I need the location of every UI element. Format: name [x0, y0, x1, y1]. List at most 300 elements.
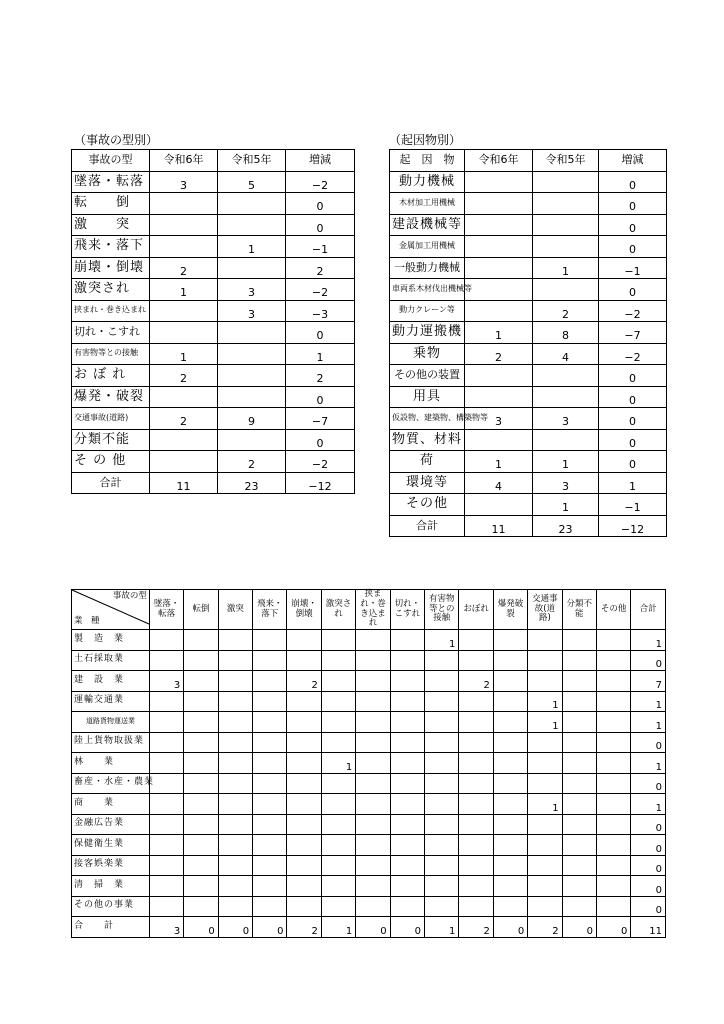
matrix-cell	[184, 630, 218, 651]
type-table-cell-diff: −7	[286, 408, 355, 430]
matrix-cell	[562, 855, 596, 876]
type-table-cell-r6	[150, 429, 218, 451]
matrix-row-label: 保健衛生業	[72, 835, 150, 856]
matrix-row-label: 接客娯楽業	[72, 855, 150, 876]
type-table-row-label: 切れ・こすれ	[72, 322, 150, 344]
type-table-row-label: 分類不能	[72, 429, 150, 451]
matrix-total-row	[72, 917, 666, 938]
type-table-row	[72, 365, 355, 387]
matrix-column-header: 激突	[218, 590, 252, 630]
matrix-cell	[184, 855, 218, 876]
matrix-cell	[528, 753, 562, 774]
matrix-row	[72, 691, 666, 712]
cause-table-cell-diff: −1	[599, 257, 667, 279]
cause-table-total-r5: 23	[533, 515, 599, 537]
type-table-cell-r5	[218, 365, 286, 387]
type-table-cell-r5	[218, 193, 286, 215]
matrix-cell	[149, 773, 183, 794]
matrix-cell	[493, 671, 527, 692]
matrix-cell	[287, 773, 321, 794]
matrix-cell	[149, 691, 183, 712]
matrix-cell	[596, 876, 630, 897]
matrix-cell	[253, 814, 287, 835]
matrix-cell: 1	[321, 753, 355, 774]
type-table-cell-diff: 0	[286, 214, 355, 236]
cause-table-row-label: その他	[390, 494, 465, 516]
cause-table-row-label: 一般動力機械	[390, 257, 465, 279]
cause-table-row	[390, 429, 667, 451]
cause-table-row	[390, 171, 667, 193]
matrix-cell	[493, 691, 527, 712]
type-table-cell-r5	[218, 322, 286, 344]
type-table-row-label: 激突され	[72, 279, 150, 301]
cause-table-cell-diff: 1	[599, 472, 667, 494]
matrix-cell: 1	[528, 794, 562, 815]
type-table-cell-diff: 1	[286, 343, 355, 365]
matrix-cell	[287, 712, 321, 733]
matrix-cell	[149, 855, 183, 876]
matrix-cell	[459, 753, 493, 774]
cause-table-cell-r6	[465, 236, 533, 258]
cause-table-cell-diff: 0	[599, 214, 667, 236]
type-table-row	[72, 171, 355, 193]
matrix-cell	[493, 732, 527, 753]
type-table-row-label: 有害物等との接触	[72, 343, 150, 365]
matrix-cell	[459, 773, 493, 794]
matrix-cell: 0	[631, 876, 666, 897]
matrix-total-cell: 1	[425, 917, 459, 938]
matrix-cell	[425, 671, 459, 692]
type-table-total-r5: 23	[218, 472, 286, 494]
cause-table-row-label: 動力クレーン等	[390, 300, 465, 322]
matrix-total-cell: 2	[528, 917, 562, 938]
matrix-cell	[356, 794, 390, 815]
matrix-row	[72, 732, 666, 753]
matrix-cell	[253, 896, 287, 917]
matrix-cell	[425, 855, 459, 876]
cause-table-row-label: 荷	[390, 451, 465, 473]
type-table-cell-r5: 1	[218, 236, 286, 258]
type-table-row	[72, 322, 355, 344]
matrix-cell	[149, 814, 183, 835]
matrix-row	[72, 753, 666, 774]
matrix-cell: 3	[149, 671, 183, 692]
matrix-cell	[356, 650, 390, 671]
matrix-cell	[562, 712, 596, 733]
matrix-cell	[425, 814, 459, 835]
type-table-header-cell: 令和5年	[218, 150, 286, 172]
matrix-cell: 0	[631, 896, 666, 917]
type-table-cell-diff: 0	[286, 193, 355, 215]
matrix-cell	[425, 712, 459, 733]
cause-table-row-label: 建設機械等	[390, 214, 465, 236]
matrix-row	[72, 712, 666, 733]
cause-table-header-cell: 増減	[599, 150, 667, 172]
matrix-cell	[253, 835, 287, 856]
matrix-cell	[356, 671, 390, 692]
type-table-total-diff: −12	[286, 472, 355, 494]
matrix-cell	[528, 876, 562, 897]
matrix-cell	[356, 630, 390, 651]
matrix-cell	[390, 855, 424, 876]
matrix-cell	[321, 876, 355, 897]
matrix-cell	[562, 650, 596, 671]
matrix-cell	[287, 835, 321, 856]
matrix-corner-cell	[72, 590, 150, 630]
type-table-row	[72, 300, 355, 322]
accident-type-table	[71, 149, 355, 494]
matrix-cell	[218, 814, 252, 835]
cause-table-row	[390, 257, 667, 279]
matrix-cell	[528, 835, 562, 856]
type-table-cell-diff: −3	[286, 300, 355, 322]
cause-table-row	[390, 343, 667, 365]
matrix-column-header: 爆発破裂	[493, 590, 527, 630]
type-table-cell-diff: −2	[286, 171, 355, 193]
matrix-cell	[184, 876, 218, 897]
matrix-column-header: 激突され	[321, 590, 355, 630]
matrix-total-cell: 0	[184, 917, 218, 938]
cause-table-cell-diff: −1	[599, 494, 667, 516]
matrix-cell	[321, 732, 355, 753]
matrix-cell	[562, 896, 596, 917]
cause-table-row-label: 環境等	[390, 472, 465, 494]
matrix-cell	[218, 732, 252, 753]
matrix-total-cell: 2	[287, 917, 321, 938]
matrix-cell	[425, 896, 459, 917]
matrix-cell	[493, 773, 527, 794]
matrix-cell: 0	[631, 732, 666, 753]
matrix-cell	[253, 773, 287, 794]
cause-table-cell-diff: 0	[599, 451, 667, 473]
matrix-cell	[390, 896, 424, 917]
matrix-cell	[287, 896, 321, 917]
matrix-cell: 1	[631, 712, 666, 733]
type-table-cell-r6	[150, 386, 218, 408]
cause-table-cell-diff: 0	[599, 279, 667, 301]
matrix-cell	[596, 773, 630, 794]
cause-table-cell-r5	[533, 214, 599, 236]
matrix-cell: 0	[631, 773, 666, 794]
type-table-row	[72, 451, 355, 473]
cause-table-total-r6: 11	[465, 515, 533, 537]
matrix-cell	[184, 835, 218, 856]
cause-table-row	[390, 451, 667, 473]
matrix-cell	[459, 732, 493, 753]
matrix-row-label: 畜産・水産・農業	[72, 773, 150, 794]
type-table-cell-r6	[150, 322, 218, 344]
matrix-cell	[218, 773, 252, 794]
type-table-row-label: そ の 他	[72, 451, 150, 473]
matrix-row	[72, 855, 666, 876]
matrix-cell	[321, 814, 355, 835]
matrix-column-header: その他	[596, 590, 630, 630]
type-table-cell-r6	[150, 214, 218, 236]
matrix-cell	[562, 630, 596, 651]
cause-table-cell-diff: 0	[599, 171, 667, 193]
matrix-cell	[149, 896, 183, 917]
matrix-cell	[321, 671, 355, 692]
cause-table-cell-r5	[533, 236, 599, 258]
matrix-cell: 1	[631, 691, 666, 712]
type-table-row	[72, 214, 355, 236]
matrix-cell	[287, 650, 321, 671]
matrix-cell	[356, 814, 390, 835]
matrix-cell	[390, 732, 424, 753]
cause-table-cell-diff: 0	[599, 193, 667, 215]
matrix-corner-top: 事故の型	[112, 591, 147, 601]
matrix-row-label: 清 掃 業	[72, 876, 150, 897]
matrix-cell	[562, 753, 596, 774]
matrix-total-cell: 1	[321, 917, 355, 938]
matrix-cell	[184, 773, 218, 794]
matrix-cell	[459, 691, 493, 712]
matrix-row	[72, 896, 666, 917]
type-table-row-label: 転 倒	[72, 193, 150, 215]
cause-table-row	[390, 236, 667, 258]
matrix-cell	[390, 630, 424, 651]
matrix-cell	[493, 876, 527, 897]
type-table-caption: （事故の型別）	[74, 133, 159, 147]
matrix-cell	[184, 650, 218, 671]
matrix-row-label: 林 業	[72, 753, 150, 774]
matrix-cell	[390, 671, 424, 692]
cause-table-row	[390, 472, 667, 494]
cause-table-row	[390, 214, 667, 236]
cause-table-row	[390, 300, 667, 322]
matrix-cell	[459, 814, 493, 835]
cause-table-cell-r6	[465, 300, 533, 322]
matrix-cell	[425, 794, 459, 815]
matrix-cell	[596, 650, 630, 671]
matrix-cell	[528, 671, 562, 692]
matrix-row	[72, 671, 666, 692]
matrix-cell	[287, 814, 321, 835]
matrix-cell	[218, 794, 252, 815]
matrix-cell	[356, 855, 390, 876]
cause-table-row-label: 用具	[390, 386, 465, 408]
matrix-cell	[425, 835, 459, 856]
matrix-cell	[356, 691, 390, 712]
cause-table-cell-r6: 4	[465, 472, 533, 494]
matrix-cell	[321, 691, 355, 712]
matrix-cell	[493, 650, 527, 671]
matrix-column-header: 飛来・落下	[253, 590, 287, 630]
matrix-cell	[562, 835, 596, 856]
type-table-total-r6: 11	[150, 472, 218, 494]
matrix-cell	[321, 855, 355, 876]
cause-table-cell-diff: 0	[599, 429, 667, 451]
cause-table-cell-r6	[465, 279, 533, 301]
cause-table-row	[390, 408, 667, 430]
matrix-row	[72, 630, 666, 651]
type-table-row-label: 激 突	[72, 214, 150, 236]
cause-table-row	[390, 279, 667, 301]
matrix-row-label: その他の事業	[72, 896, 150, 917]
matrix-cell	[528, 650, 562, 671]
matrix-cell	[218, 896, 252, 917]
matrix-cell	[184, 794, 218, 815]
cause-table-cell-r5	[533, 365, 599, 387]
matrix-cell	[218, 630, 252, 651]
type-table-row-label: 墜落・転落	[72, 171, 150, 193]
cause-table-cell-r5	[533, 386, 599, 408]
matrix-cell: 0	[631, 835, 666, 856]
matrix-cell	[253, 855, 287, 876]
type-table-row	[72, 429, 355, 451]
type-table-cell-diff: 0	[286, 429, 355, 451]
matrix-header-row	[72, 590, 666, 630]
type-table-cell-r5: 2	[218, 451, 286, 473]
matrix-cell	[287, 732, 321, 753]
matrix-cell	[149, 753, 183, 774]
cause-table-row-label: 動力運搬機	[390, 322, 465, 344]
matrix-row-label: 道路貨物運送業	[72, 712, 150, 733]
matrix-row	[72, 876, 666, 897]
matrix-cell	[390, 876, 424, 897]
matrix-cell: 0	[631, 855, 666, 876]
type-table-cell-r5	[218, 257, 286, 279]
type-table-cell-r5	[218, 386, 286, 408]
type-table-cell-r5	[218, 343, 286, 365]
type-table-cell-r5	[218, 429, 286, 451]
type-table-cell-r6	[150, 451, 218, 473]
cause-table-cell-diff: 0	[599, 236, 667, 258]
type-table-cell-diff: 0	[286, 386, 355, 408]
matrix-cell	[253, 650, 287, 671]
matrix-total-cell: 0	[493, 917, 527, 938]
matrix-cell	[218, 650, 252, 671]
matrix-column-header: 合計	[631, 590, 666, 630]
cause-table-row	[390, 193, 667, 215]
cause-table-cell-r5: 1	[533, 494, 599, 516]
matrix-cell: 1	[631, 753, 666, 774]
type-table-cell-r6: 1	[150, 279, 218, 301]
matrix-cell	[184, 753, 218, 774]
matrix-cell	[459, 630, 493, 651]
cause-table-total-label: 合計	[390, 515, 465, 537]
matrix-cell	[562, 732, 596, 753]
cause-table-row	[390, 322, 667, 344]
matrix-cell	[253, 671, 287, 692]
matrix-cell	[493, 712, 527, 733]
matrix-cell	[218, 835, 252, 856]
matrix-row	[72, 773, 666, 794]
matrix-cell	[596, 814, 630, 835]
type-table-row	[72, 343, 355, 365]
matrix-cell	[493, 855, 527, 876]
type-table-cell-r6	[150, 300, 218, 322]
cause-table-cell-diff: −2	[599, 343, 667, 365]
cause-table-header-cell: 令和5年	[533, 150, 599, 172]
cause-table-row	[390, 494, 667, 516]
cause-table-cell-r6: 3	[465, 408, 533, 430]
cause-table-total-diff: −12	[599, 515, 667, 537]
type-table-row	[72, 236, 355, 258]
matrix-cell	[562, 794, 596, 815]
type-table-total-label: 合計	[72, 472, 150, 494]
matrix-cell	[253, 691, 287, 712]
type-table-cell-r6: 2	[150, 408, 218, 430]
cause-table-cell-diff: −7	[599, 322, 667, 344]
cause-table-cell-r5	[533, 171, 599, 193]
type-table-row	[72, 386, 355, 408]
matrix-cell	[425, 732, 459, 753]
matrix-row-label: 陸上貨物取扱業	[72, 732, 150, 753]
matrix-total-cell: 0	[218, 917, 252, 938]
type-table-cell-r5: 5	[218, 171, 286, 193]
matrix-total-cell: 11	[631, 917, 666, 938]
matrix-cell	[321, 835, 355, 856]
matrix-cell	[493, 896, 527, 917]
type-table-row	[72, 279, 355, 301]
type-table-cell-diff: −2	[286, 279, 355, 301]
cause-table-cell-diff: 0	[599, 386, 667, 408]
matrix-cell	[425, 753, 459, 774]
matrix-cell	[459, 896, 493, 917]
cause-table-row	[390, 365, 667, 387]
matrix-column-header: 有害物等との接触	[425, 590, 459, 630]
matrix-cell: 2	[287, 671, 321, 692]
matrix-cell	[149, 794, 183, 815]
cause-table-cell-diff: 0	[599, 408, 667, 430]
cause-table-cell-r5: 2	[533, 300, 599, 322]
matrix-cell	[356, 732, 390, 753]
matrix-cell	[390, 814, 424, 835]
matrix-cell	[528, 732, 562, 753]
matrix-cell	[218, 753, 252, 774]
matrix-cell: 1	[631, 794, 666, 815]
cause-table-header-cell: 起 因 物	[390, 150, 465, 172]
matrix-row-label: 金融広告業	[72, 814, 150, 835]
matrix-column-header: 墜落・転落	[149, 590, 183, 630]
matrix-cell	[356, 835, 390, 856]
matrix-column-header: おぼれ	[459, 590, 493, 630]
type-table-row	[72, 257, 355, 279]
type-table-cell-diff: 2	[286, 257, 355, 279]
cause-table-cell-r6	[465, 171, 533, 193]
type-table-cell-r6: 1	[150, 343, 218, 365]
matrix-row-label: 製 造 業	[72, 630, 150, 651]
cause-table-row-label: 仮設物、建築物、構築物等	[390, 408, 465, 430]
matrix-cell	[253, 712, 287, 733]
type-table-cell-r5: 9	[218, 408, 286, 430]
type-table-row-label: 挟まれ・巻き込まれ	[72, 300, 150, 322]
industry-by-type-table	[71, 589, 666, 938]
matrix-cell	[425, 650, 459, 671]
matrix-cell	[184, 896, 218, 917]
type-table-row-label: お ぼ れ	[72, 365, 150, 387]
matrix-cell	[528, 855, 562, 876]
cause-table-cell-r5: 1	[533, 257, 599, 279]
type-table-row-label: 爆発・破裂	[72, 386, 150, 408]
cause-table-cell-r6	[465, 193, 533, 215]
type-table-header-cell: 事故の型	[72, 150, 150, 172]
cause-table-row-label: 物質、材料	[390, 429, 465, 451]
matrix-cell	[390, 794, 424, 815]
matrix-cell	[184, 691, 218, 712]
matrix-corner-bottom: 業 種	[74, 616, 100, 627]
matrix-cell	[425, 773, 459, 794]
matrix-cell	[218, 876, 252, 897]
cause-table-cell-diff: 0	[599, 365, 667, 387]
matrix-cell	[493, 630, 527, 651]
cause-table-row-label: 乗物	[390, 343, 465, 365]
matrix-cell	[149, 712, 183, 733]
matrix-cell: 1	[631, 630, 666, 651]
cause-table-row-label: その他の装置	[390, 365, 465, 387]
matrix-cell	[356, 896, 390, 917]
